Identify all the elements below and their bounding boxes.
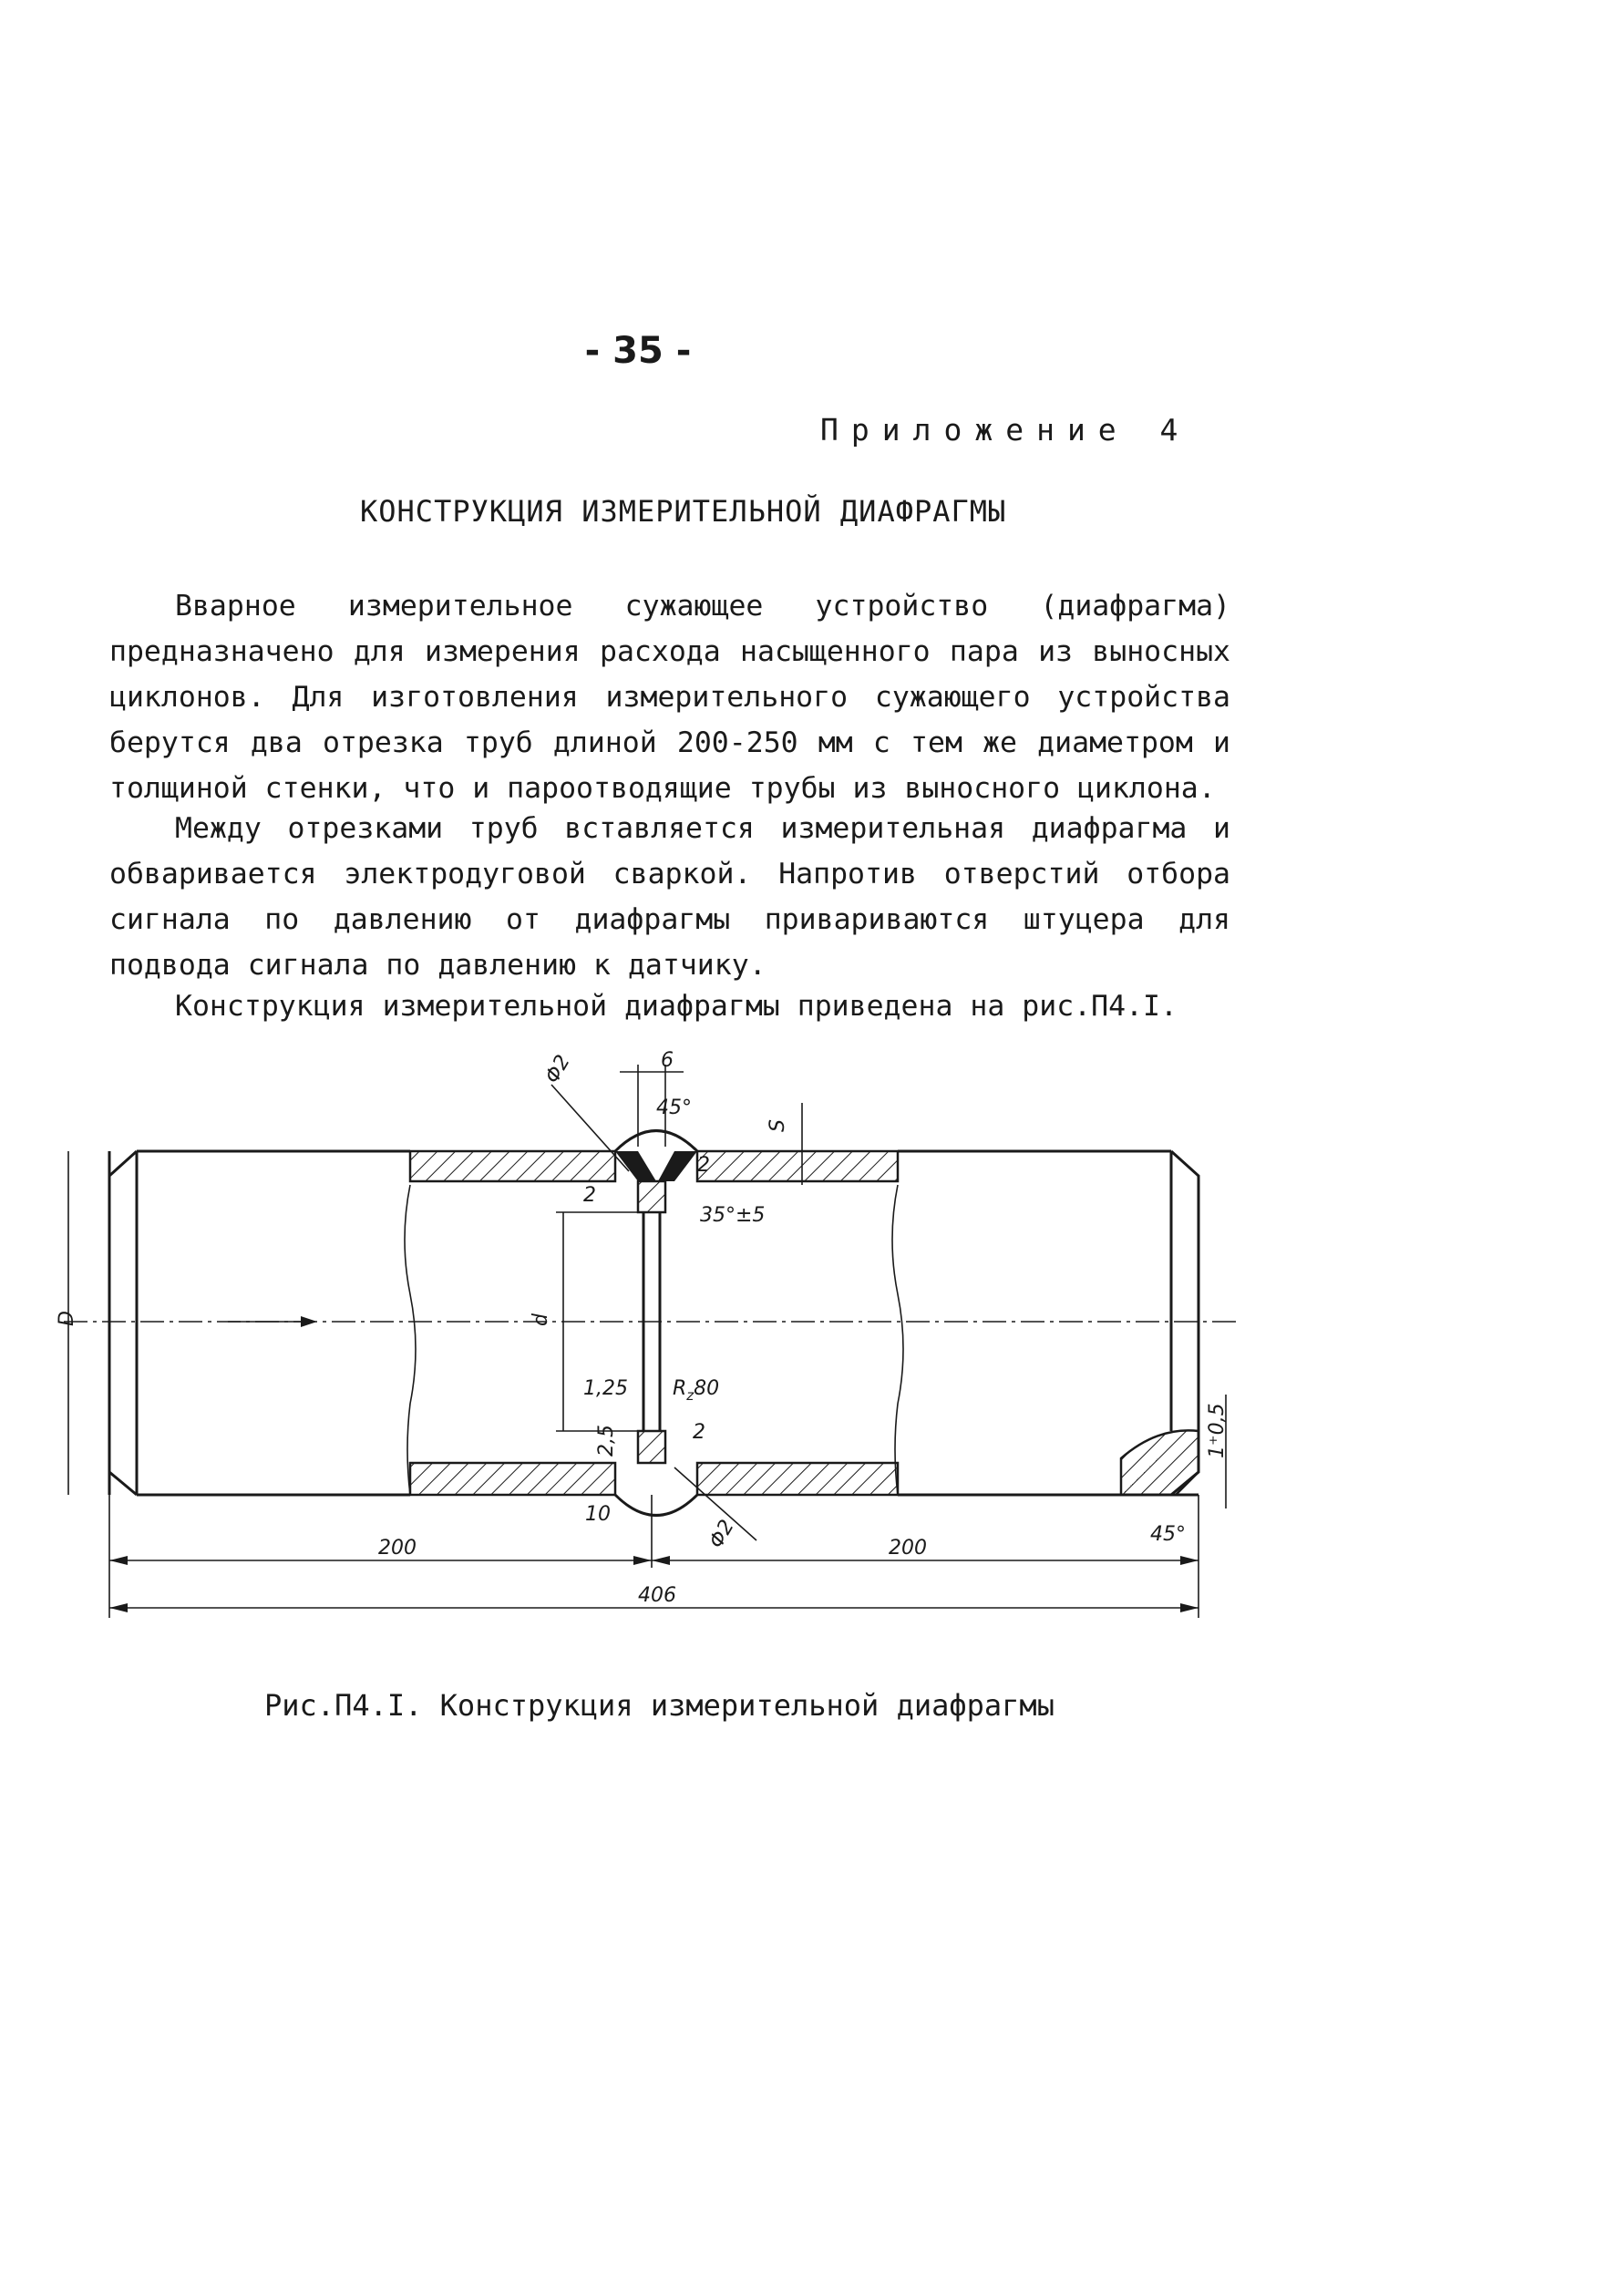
dim-D: D xyxy=(56,1311,78,1326)
paragraph-2: Между отрезками труб вставляется измерительная диафрагма и обваривается электродуговой сваркой. Напротив отверстий отбора сигнала по давлению от диафрагмы привариваются штуцера для подвода сигнала по давлению к датчику. xyxy=(109,812,1230,982)
appendix-label: Приложение 4 xyxy=(820,412,1191,448)
paragraph-1: Вварное измерительное сужающее устройство (диафрагма) предназначено для измерения расхода насыщенного пара из выносных циклонов. Для изготовления измерительного сужающего устройства берутся два отрезка труб длиной 200-250 мм с тем же диаметром и толщиной стенки, что и пароотводящие трубы из выносного циклона. xyxy=(109,590,1230,805)
dim-rz80: $R_z80$ xyxy=(673,1377,720,1404)
dim-phi2-top: Φ2 xyxy=(540,1051,575,1087)
dim-len-right: 200 xyxy=(889,1537,927,1560)
dim-tol: 1⁺0,5 xyxy=(1206,1403,1229,1458)
dim-phi2-bottom: Φ2 xyxy=(705,1516,739,1552)
flow-arrow-icon xyxy=(228,1316,317,1327)
dim-len-left: 200 xyxy=(378,1537,417,1560)
dim-r125: 1,25 xyxy=(583,1377,628,1400)
diaphragm-drawing xyxy=(0,1048,1605,1632)
dim-len-total: 406 xyxy=(638,1584,676,1607)
section-title: КОНСТРУКЦИЯ ИЗМЕРИТЕЛЬНОЙ ДИАФРАГМЫ xyxy=(360,494,1007,529)
dim-two-top: 2 xyxy=(697,1154,710,1177)
dim-ten: 10 xyxy=(585,1503,611,1526)
dim-angle35: 35°±5 xyxy=(700,1204,766,1227)
dim-angle45-bottom: 45° xyxy=(1150,1523,1186,1546)
dim-six: 6 xyxy=(661,1049,674,1072)
diameter-dimensions xyxy=(68,1151,643,1495)
pipe-walls xyxy=(410,1151,1199,1495)
dim-two-low: 2 xyxy=(693,1421,705,1444)
dim-s: S xyxy=(766,1119,789,1132)
dim-angle45-top: 45° xyxy=(656,1097,692,1119)
dim-two-left: 2 xyxy=(583,1184,596,1207)
page-number: - 35 - xyxy=(584,330,692,372)
figure-caption: Рис.П4.I. Конструкция измерительной диафрагмы xyxy=(264,1688,1055,1723)
dim-d: d xyxy=(530,1313,552,1326)
paragraph-3: Конструкция измерительной диафрагмы приведена на рис.П4.I. xyxy=(175,990,1178,1023)
dim-twofive: 2,5 xyxy=(595,1425,618,1457)
